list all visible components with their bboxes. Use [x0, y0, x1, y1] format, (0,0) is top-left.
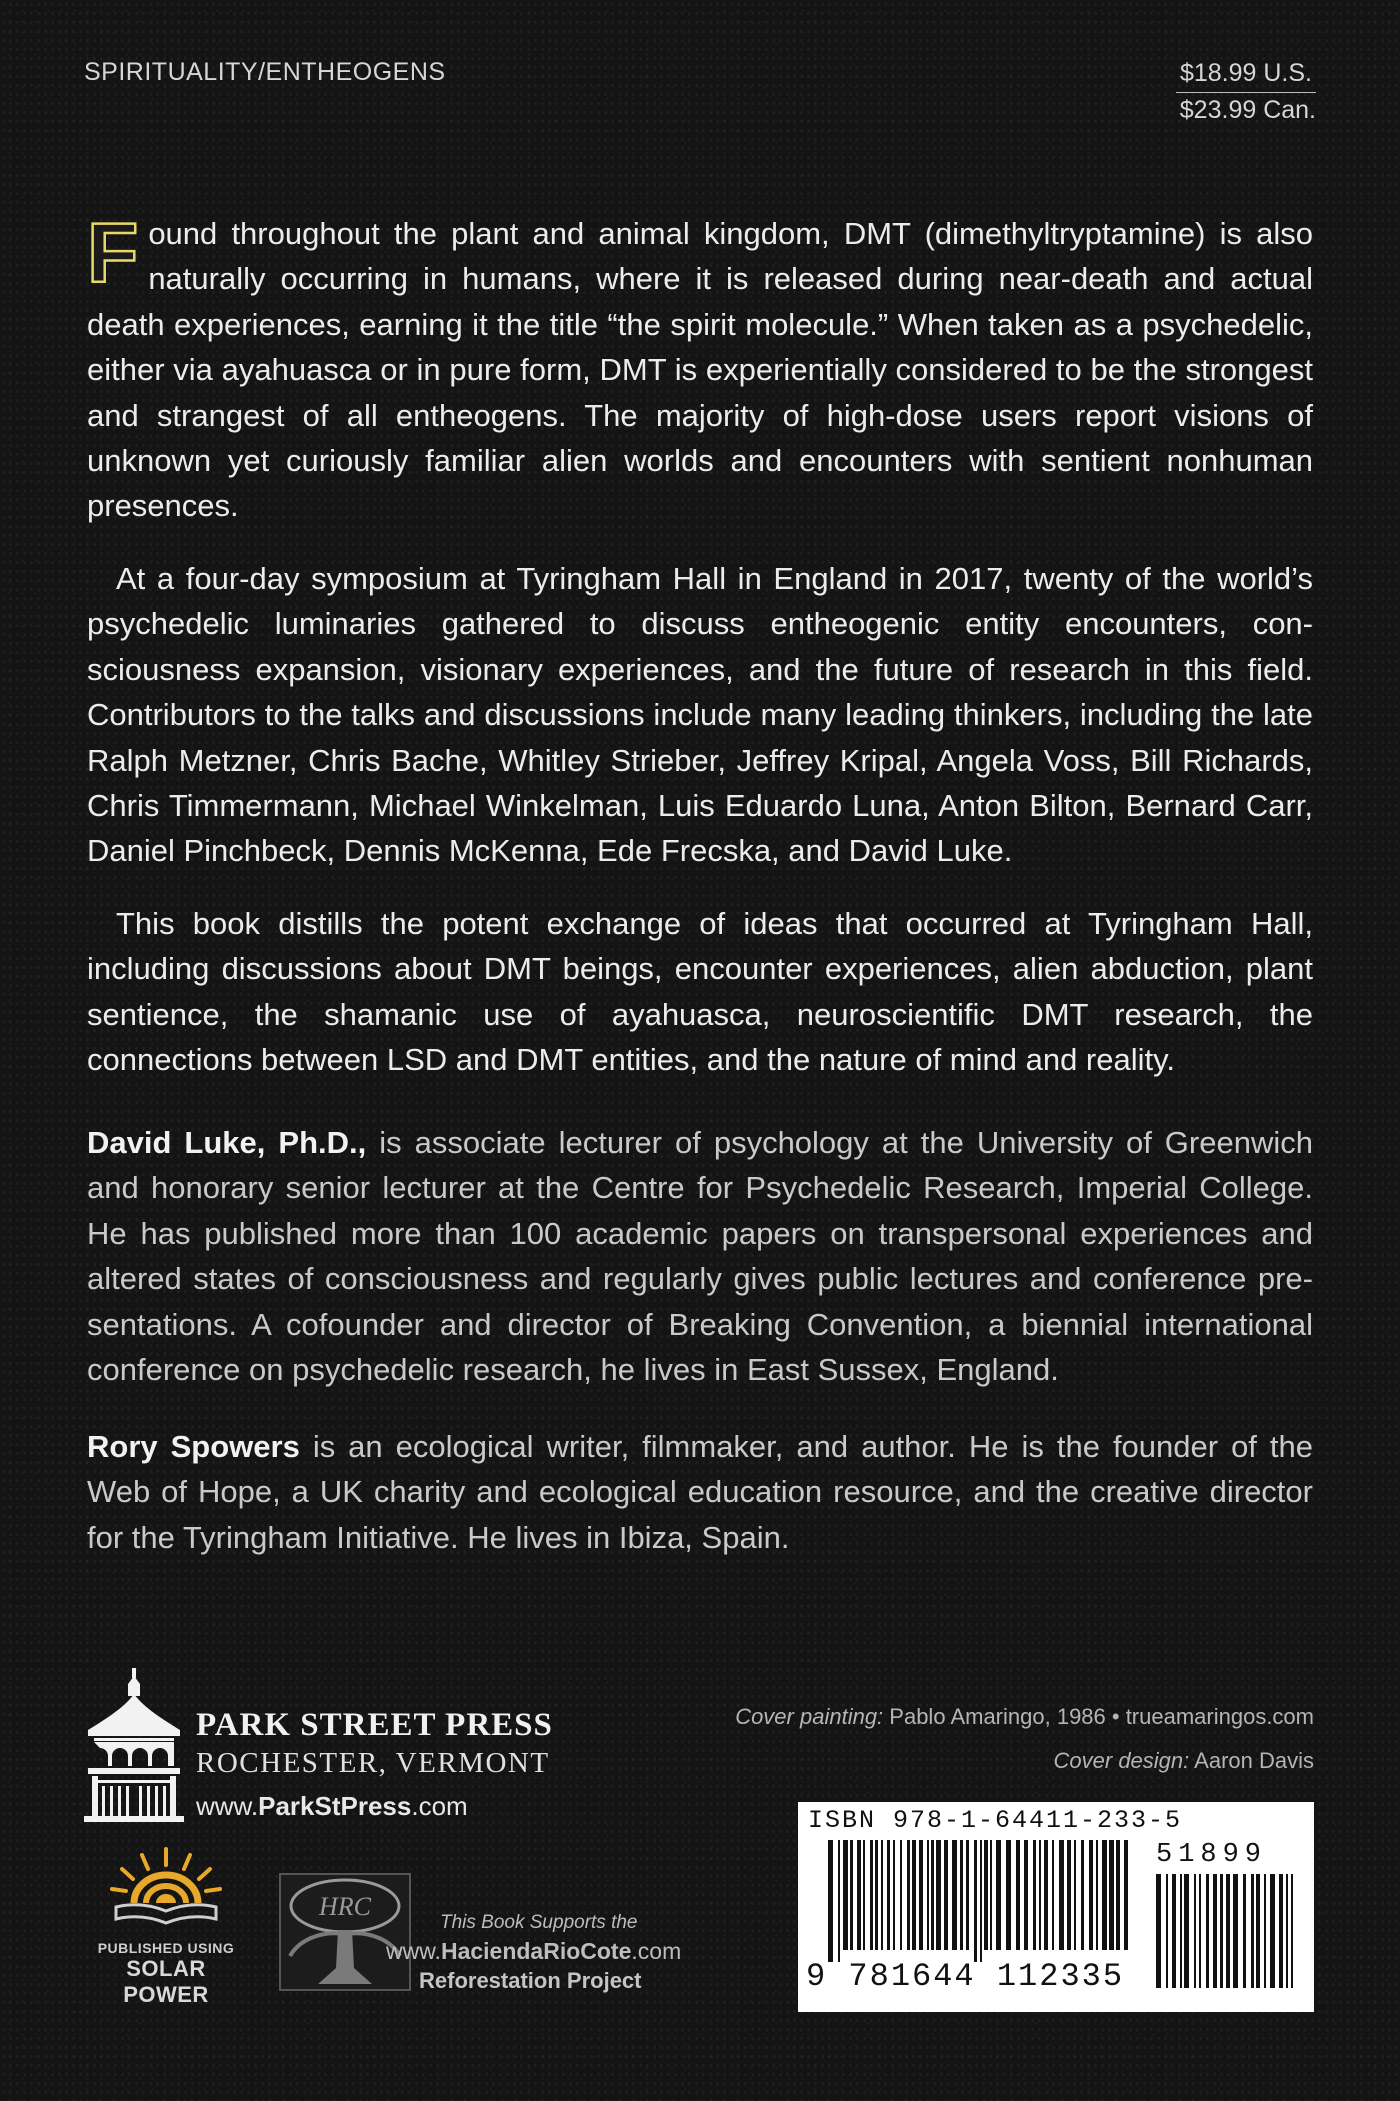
barcode-bar	[1279, 1874, 1283, 1988]
isbn-barcode	[798, 1802, 1314, 2012]
barcode-bar	[1166, 1874, 1168, 1988]
barcode-bar	[1291, 1874, 1293, 1988]
barcode-bar	[931, 1840, 934, 1950]
solar-line-1: PUBLISHED USING	[97, 1940, 235, 1956]
barcode-bar	[1044, 1840, 1048, 1950]
barcode-bar	[881, 1840, 883, 1950]
painting-label: Cover painting:	[735, 1704, 884, 1729]
sun-book-icon	[106, 1845, 226, 1931]
publisher-name: PARK STREET PRESS	[196, 1707, 553, 1743]
barcode-bar	[875, 1840, 878, 1950]
solar-line-2: SOLAR POWER	[123, 1956, 209, 2007]
barcode-bar	[1052, 1840, 1054, 1950]
barcode-bar	[1024, 1840, 1028, 1950]
barcode-bar	[907, 1840, 910, 1950]
barcode-bar	[1102, 1840, 1107, 1950]
barcode-bar	[1199, 1874, 1201, 1988]
gazebo-logo-icon	[84, 1668, 184, 1824]
barcode-bar	[1006, 1840, 1011, 1950]
description-paragraph-3: This book distills the potent exchange of ideas that occurred at Tyringham Hall, including discussions about DMT beings, encounter experiences, alien abduction, plant sentience, the shamanic use of ayahuasca, neuroscientific DMT research, the connections between LSD and DMT entities, and the nature of mind and reality.	[87, 906, 1313, 1078]
barcode-bar	[960, 1840, 963, 1950]
barcode-bar	[1251, 1874, 1254, 1988]
description	[87, 206, 1313, 529]
category-label: SPIRITUALITY/ENTHEOGENS	[84, 58, 446, 86]
barcode-bar	[1081, 1840, 1084, 1950]
bio-name: Rory Spowers	[87, 1429, 300, 1464]
barcode-bar	[1220, 1874, 1223, 1988]
barcode-bar	[1096, 1840, 1098, 1950]
barcode-bar	[1180, 1874, 1182, 1988]
web-name: ParkStPress	[258, 1791, 412, 1821]
barcode-bar	[1089, 1840, 1093, 1950]
barcode-bar	[1286, 1874, 1288, 1988]
barcode-bar	[900, 1840, 902, 1950]
barcode-bar	[1039, 1840, 1041, 1950]
barcode-bar	[887, 1840, 890, 1950]
barcode-bar	[1256, 1874, 1260, 1988]
bio-text: is an ecological writer, filmmaker, and author. He is the founder of the Web of Hope, a UK charity and ecological education resource, and the creative director for the Tyringham Initiative. He lives in Ibiza, Spain.	[87, 1429, 1313, 1555]
barcode-bar	[870, 1840, 873, 1950]
barcode-bar	[828, 1840, 833, 1962]
barcode-bar	[1194, 1874, 1196, 1988]
barcode-bar	[927, 1840, 929, 1950]
barcode-bar	[912, 1840, 916, 1950]
barcode-bar	[1016, 1840, 1020, 1950]
barcode-bar	[952, 1840, 957, 1950]
design-label: Cover design:	[1053, 1748, 1190, 1773]
barcode-bar	[1264, 1874, 1266, 1988]
barcode-bar	[936, 1840, 941, 1950]
design-value: Aaron Davis	[1189, 1748, 1314, 1773]
barcode-bar	[1074, 1840, 1076, 1950]
barcode-bar	[1033, 1840, 1036, 1950]
hrc-web-name: HaciendaRioCote	[440, 1938, 632, 1964]
publisher-city: ROCHESTER, VERMONT	[196, 1747, 550, 1779]
barcode-bar	[1172, 1874, 1176, 1988]
publisher-website[interactable]	[196, 1791, 468, 1822]
author-bio-david-luke	[87, 1120, 1313, 1392]
barcode-bar	[1226, 1874, 1230, 1988]
ean-digits: 9 781644 112335	[806, 1958, 1125, 1995]
barcode-bar	[919, 1840, 923, 1950]
barcode-bar	[944, 1840, 948, 1950]
drop-cap: F	[87, 206, 139, 300]
addon-digits: 51899	[1156, 1840, 1268, 1870]
price-can: $23.99 Can.	[1179, 96, 1316, 124]
barcode-bar	[974, 1840, 977, 1962]
price-block	[1176, 56, 1316, 127]
solar-power-badge	[82, 1845, 250, 2007]
barcode-bar	[990, 1840, 992, 1950]
barcode-bar	[966, 1840, 969, 1950]
paragraph-1-text: ound throughout the plant and animal kingdom, DMT (dimethyltryptamine) is also naturally occurring in humans, where it is released during near-death and actual death experiences, earning it the title “the spirit molecule.” When taken as a psychedelic, either via ayahuasca or in pure form, DMT is experientially considered to be the strongest and strangest of all entheogens. The majority of high-dose users report visions of unknown yet curiously familiar alien worlds and encounters with sentient nonhuman presences.	[87, 216, 1313, 524]
barcode-bar	[1213, 1874, 1217, 1988]
barcode-bar	[893, 1840, 895, 1950]
hrc-web-prefix: www.	[386, 1938, 441, 1964]
barcode-bar	[1109, 1840, 1114, 1950]
barcode-bar	[843, 1840, 848, 1950]
barcode-bar	[838, 1840, 840, 1962]
price-us: $18.99 U.S.	[1176, 56, 1316, 93]
barcode-bar	[863, 1840, 865, 1950]
hrc-line-3: Reforestation Project	[419, 1968, 642, 1993]
hrc-line-1: This Book Supports the	[440, 1912, 638, 1933]
cover-painting-credit	[735, 1704, 1314, 1730]
barcode-bar	[1184, 1874, 1189, 1988]
description-paragraph-1	[87, 206, 1313, 529]
barcode-bar	[1206, 1874, 1209, 1988]
barcode-bar	[996, 1840, 1001, 1950]
barcode-bar	[984, 1840, 988, 1950]
barcode-bar	[980, 1840, 982, 1962]
author-bio-rory-spowers	[87, 1424, 1313, 1560]
web-prefix: www.	[196, 1791, 259, 1821]
barcode-bar	[1059, 1840, 1064, 1950]
painting-value: Pablo Amaringo, 1986 • trueamaringos.com	[883, 1704, 1314, 1729]
barcode-bar	[850, 1840, 853, 1950]
ean-barcode-bars	[828, 1840, 1128, 1962]
web-suffix: .com	[411, 1791, 468, 1821]
barcode-bar	[1233, 1874, 1238, 1988]
barcode-bar	[1067, 1840, 1071, 1950]
bio-text: is associate lecturer of psychology at the University of Greenwich and honorary senior lecturer at the Centre for Psychedelic Research, Imperial College. He has published more than 100 academic papers on transpersonal experiences and altered states of consciousness and regularly gives public lectures and conference presentations. A cofounder and director of Breaking Convention, a biennial international conference on psychedelic research, he lives in East Sussex, England.	[87, 1125, 1313, 1388]
barcode-bar	[1243, 1874, 1246, 1988]
hrc-support-text	[386, 1908, 681, 1995]
barcode-bar	[857, 1840, 861, 1950]
isbn-label: ISBN 978-1-64411-233-5	[808, 1806, 1183, 1835]
hrc-web-suffix: .com	[631, 1938, 682, 1964]
description-paragraph-2: At a four-day symposium at Tyringham Hall in England in 2017, twenty of the world’s psychedelic luminaries gathered to discuss entheogenic entity encounters, consciousness expansion, visionary experiences, and the future of research in this field. Contributors to the talks and discussions include many leading thinkers, including the late Ralph Metzner, Chris Bache, Whitley Strieber, Jeffrey Kripal, Angela Voss, Bill Richards, Chris Timmermann, Michael Winkelman, Luis Eduardo Luna, Anton Bilton, Bernard Carr, Daniel Pinchbeck, Dennis McKenna, Ede Frecska, and David Luke.	[87, 561, 1313, 869]
addon-barcode-bars	[1156, 1874, 1296, 2000]
barcode-bar	[1124, 1840, 1128, 1950]
hrc-website[interactable]	[386, 1937, 681, 1966]
barcode-bar	[1270, 1874, 1275, 1988]
barcode-bar	[1116, 1840, 1120, 1950]
bio-name: David Luke, Ph.D.,	[87, 1125, 367, 1160]
barcode-bar	[1156, 1874, 1161, 1988]
cover-design-credit	[1054, 1748, 1314, 1774]
hrc-logo-text: HRC	[319, 1892, 371, 1921]
